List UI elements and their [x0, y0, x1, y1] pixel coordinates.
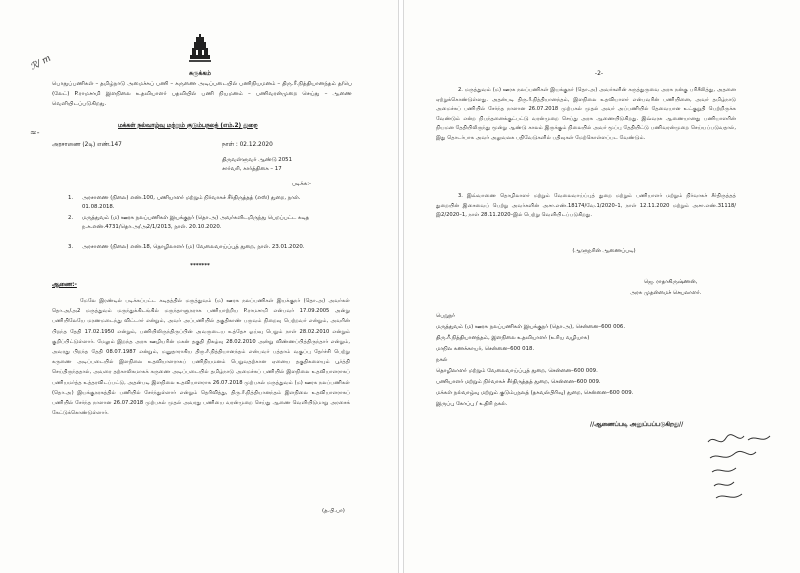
recipient-item: பணியாளர் மற்றும் நிர்வாகச் சீர்திருத்தத் துறை, சென்னை–600 009. [436, 379, 601, 385]
tamil-year: திருவள்ளுவர் ஆண்டு 2051 [222, 157, 292, 163]
handwritten-note-2: ≈- [30, 128, 40, 137]
go-number: அரசாணை (2டி) எண்.147 [52, 142, 122, 148]
ref-number-3: 3. [68, 244, 74, 250]
handwritten-signature [704, 430, 794, 510]
reference-item: அரசாணை (நிலை) எண்.18, தொழிலாளர் (ம) வேலைவாய்ப்புத் துறை, நாள். 23.01.2020. [82, 244, 305, 250]
paragraph-3: 3. இவ்வாணை தொழிலாளர் மற்றும் வேலைவாய்ப்புத் துறை மற்றும் பணியாளர் மற்றும் நிர்வாகச் சீர்திருத்தத் துறையின் இசைவைப் பெற்று அவர்களின் அசா.எண்.18174/வே.1/2020–1, நாள் 12.11.2020 மற்றும் அசா.எண்.31118/இ2/2020–1, நாள் 28.11.2020–இல் பெற்று வெளியிடப்படுகிறது. [436, 193, 736, 219]
signatory-title: அரசு முதன்மைச் செயலாளர். [630, 290, 702, 296]
document-page-2 [403, 0, 800, 573]
recipient-item: மக்கள் நல்வாழ்வு மற்றும் குடும்பநலத் (தகவல்பிரிவு) துறை, சென்னை–600 009. [436, 390, 634, 396]
copy-label: நகல் [436, 357, 448, 363]
recipient-item: தொழிலாளர் மற்றும் வேலைவாய்ப்புத் துறை, சென்னை–600 009. [436, 368, 598, 374]
go-date: நாள் : 02.12.2020 [222, 142, 273, 148]
reference-item: மருத்துவம் (ம) ஊரக நலப்பணிகள் இயக்குநர் (தொ.அ) அவர்களிடமிருந்து பெறப்பட்ட கடித ந.க.எண்.4731/தொ.அ/அ2/1/2013, நாள். 20.10.2020. [82, 215, 310, 230]
order-heading: ஆணை:- [52, 282, 77, 288]
handwritten-note: ℛ/ m [28, 53, 53, 73]
reference-item: அரசாணை (நிலை) எண்.100, பணியாளர் மற்றும் நிர்வாகச் சீர்திருத்தத் (எஸ்) துறை, நாள். 01.08.2018. [82, 195, 301, 210]
forwarded-by-order: //ஆணைப்படி அனுப்பப்படுகிறது// [590, 422, 684, 428]
paragraph-2: 2. மருத்துவம் (ம) ஊரக நலப்பணிகள் இயக்குநர் (தொ.அ) அவர்களின் கருத்துருவை அரசு நன்கு பரிசீலித்து, அதனை ஏற்றுக்கொண்டுள்ளது. அதன்படி திரு.ரீ.நித்தியானந்தம், இளநிலை உதவியாளர் என்பவரின் பணியினை, அவர் தமிழ்நாடு அமைச்சுப் பணியில் சேர்ந்த நாளான 26.07.2018 முற்பகல் முதல் அவர் அப்பணியில் தேவையான உட்குறுதி பெற்றிருக்க வேண்டும் என்ற நிபந்தனைக்குட்பட்டு வரன்முறை செய்து அரசு ஆணையிடுகிறது. இவ்வரசு ஆணையானது பணியாளரின் நியமன தேதியிலிருந்து மூன்று ஆண்டு காலம் இருக்கும் நிலையில் அவர் மூப்பு தேதியிட்டு பணிவரன்முறை செய்யப்படுவதால், இது தொடர்பாக அவர் அலுவலக பதிவேடுகளில் பதிவுகள் மேற்கொள்ளப்பட வேண்டும். [436, 87, 736, 141]
tamil-nadu-emblem-icon [187, 34, 213, 64]
order-body: மேலே இரண்டில் படிக்கப்பட்ட கடிதத்தில் மருத்துவம் (ம) ஊரக நலப்பணிகள் இயக்குநர் (தொ.அ) அவர்கள் தொ.அ/அ2 மருத்துவம் மருந்துக்கிடங்கில் மருந்தாளுநராக பணியாற்றிய P.ராமசாமி என்பவர் 17.09.2005 அன்று பணியிலேயே மரணமடைந்து விட்டார் என்றும், அவர் அப்பணியில் தகுதிகாண் பருவம் நிறைவு பெற்றவர் என்றும், அவரின் பிறந்த தேதி 17.02.1950 என்றும், பணியிலிருந்திருப்பின் அவருடைய உத்தேச ஓய்வு பெறும் நாள் 28.02.2010 என்றும் குறிப்பிட்டுள்ளார். மேலும் இறந்த அரசு ஊழியரின் மகன் தகுதி நிகழ்வு 28.02.2010 அன்று விண்ணப்பித்திருந்தார் என்றும், அவரது பிறந்த தேதி 08.07.1987 என்றும், மனுதாராகிய திரு.ரீ.நித்தியானந்தம் என்பவர் பத்தாம் வகுப்பு தேர்ச்சி பெற்று கருணை அடிப்படையில் இளநிலை உதவியாளராகப் பணிநியமனம் பெறுவதற்கான ஏனைய தகுதிகளையும் பூர்த்தி செய்திருந்ததால், அவரை தற்காலிகமாகக் கருணை அடிப்படையில் தமிழ்நாடு அமைச்சுப் பணியில் இளநிலை உதவியாளராகப் பணியமர்த்த உத்தரவிடப்பட்டு, அதன்படி இளநிலை உதவியாளராக 26.07.2018 முற்பகல் மருத்துவம் (ம) ஊரக நலப்பணிகள் (தொ.அ) இயக்குநரகத்தில் பணியில் சேர்ந்துள்ளார் என்றும் தெரிவித்து, திரு.ரீ.நித்தியானந்தம் இளநிலை உதவியாளராகப் பணியில் சேர்ந்த நாளான 26.07.2018 முற்பகல் முதல் அவரது பணியை வரன்முறை செய்து ஆணை வெளியிடுமாறு அரசைக் கேட்டுக்கொண்டுள்ளார். [52, 298, 350, 417]
separator-stars: ******* [190, 263, 210, 269]
signatory-name: ஜெ. ராதாகிருஷ்ணன், [644, 279, 698, 285]
ref-number-2: 2. [68, 215, 74, 221]
document-page-1 [0, 0, 399, 573]
to-label: பெறுநர் [436, 313, 455, 319]
pto-note: (த.பி.பா) [322, 508, 345, 514]
recipient-item: மருத்துவம் (ம) ஊரக நலப்பணிகள் இயக்குநர் (தொ.அ), சென்னை–600 006. [436, 324, 626, 330]
recipient-item: இருப்பு கோப்பு / உதிரி நகல். [436, 401, 508, 407]
tamil-date: சார்வரி, கார்த்திகை – 17 [222, 166, 282, 172]
recipient-item: திரு.ரீ.நித்தியானந்தம், இளநிலை உதவியாளர் (உரிய வழியாக) [436, 335, 590, 341]
summary-text: பொதுப்பணிகள் – தமிழ்நாடு அமைச்சுப் பணி – கருணை அடிப்படையில் பணிநியமனம் – திரு.ரீ.நித்தியானந்தம் த/பெ (லேட்) P.ராமசாமி இளநிலை உதவியாளர் பதவியில் பணி நியமனம் – பணிவரன்முறை செய்து – ஆணை வெளியிடப்படுகிறது. [52, 81, 352, 107]
page-number: -2- [594, 70, 604, 77]
read-label: படிக்க:- [292, 181, 311, 187]
summary-title: சுருக்கம் [189, 70, 211, 77]
recipient-item: மாநில கணக்காயர், சென்னை–600 018. [436, 346, 535, 352]
department-name: மக்கள் நல்வாழ்வு மற்றும் குடும்பநலத் (எம்.2) துறை [118, 123, 258, 129]
governor-order: (ஆளுநரின் ஆணைப்படி) [572, 248, 636, 254]
ref-number-1: 1. [68, 195, 74, 201]
